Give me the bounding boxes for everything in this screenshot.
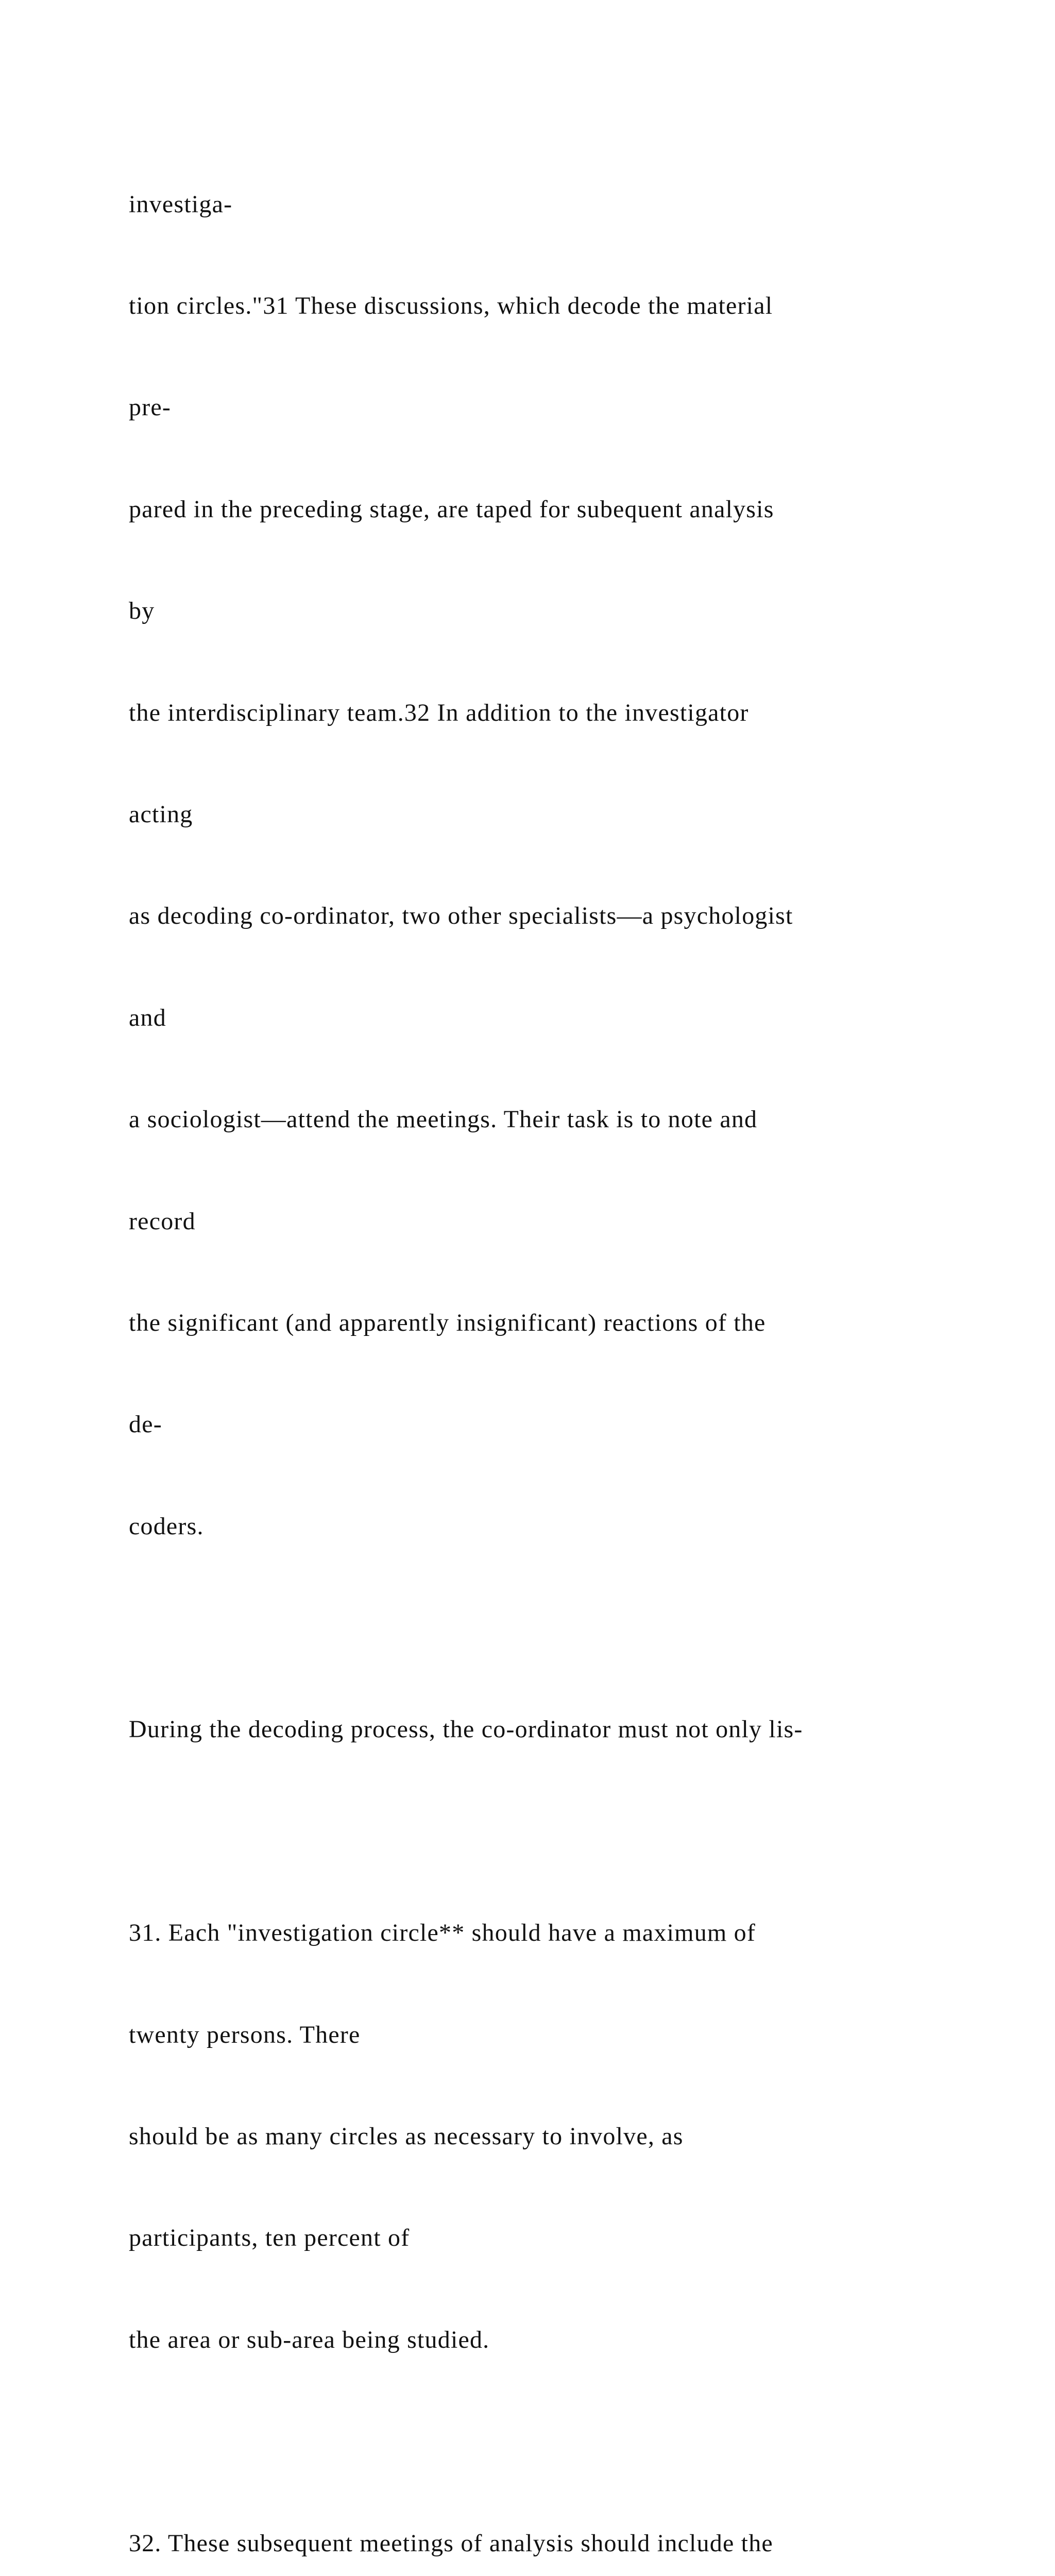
text-line: de- xyxy=(129,1411,162,1438)
text-line: by xyxy=(129,597,155,625)
text-line: as decoding co-ordinator, two other specialists—a psychologist xyxy=(129,902,793,930)
text-line: a sociologist—attend the meetings. Their task is to note and xyxy=(129,1106,758,1133)
footnote-line: 32. These subsequent meetings of analysis should include the xyxy=(129,2529,773,2557)
text-line: pared in the preceding stage, are taped for subequent analysis xyxy=(129,495,774,523)
document-text xyxy=(129,120,1005,2576)
text-line: tion circles."31 These discussions, which decode the material xyxy=(129,292,773,319)
blank-line xyxy=(129,2425,1005,2459)
text-line: investiga- xyxy=(129,190,233,218)
text-line: record xyxy=(129,1207,196,1235)
footnote-line: twenty persons. There xyxy=(129,2021,361,2048)
footnote-line: participants, ten percent of xyxy=(129,2224,410,2252)
text-line: acting xyxy=(129,800,193,828)
text-line: coders. xyxy=(129,1512,204,1540)
text-line: the significant (and apparently insignificant) reactions of the xyxy=(129,1309,766,1336)
blank-line xyxy=(129,1815,1005,1849)
footnote-line: the area or sub-area being studied. xyxy=(129,2326,490,2353)
text-line: pre- xyxy=(129,394,172,421)
footnote-line: 31. Each "investigation circle** should have a maximum of xyxy=(129,1919,756,1947)
footnote-line: should be as many circles as necessary to involve, as xyxy=(129,2123,684,2150)
blank-line xyxy=(129,1611,1005,1645)
text-line: the interdisciplinary team.32 In addition to the investigator xyxy=(129,699,749,726)
text-line: During the decoding process, the co-ordinator must not only lis- xyxy=(129,1716,803,1743)
text-line: and xyxy=(129,1004,166,1031)
